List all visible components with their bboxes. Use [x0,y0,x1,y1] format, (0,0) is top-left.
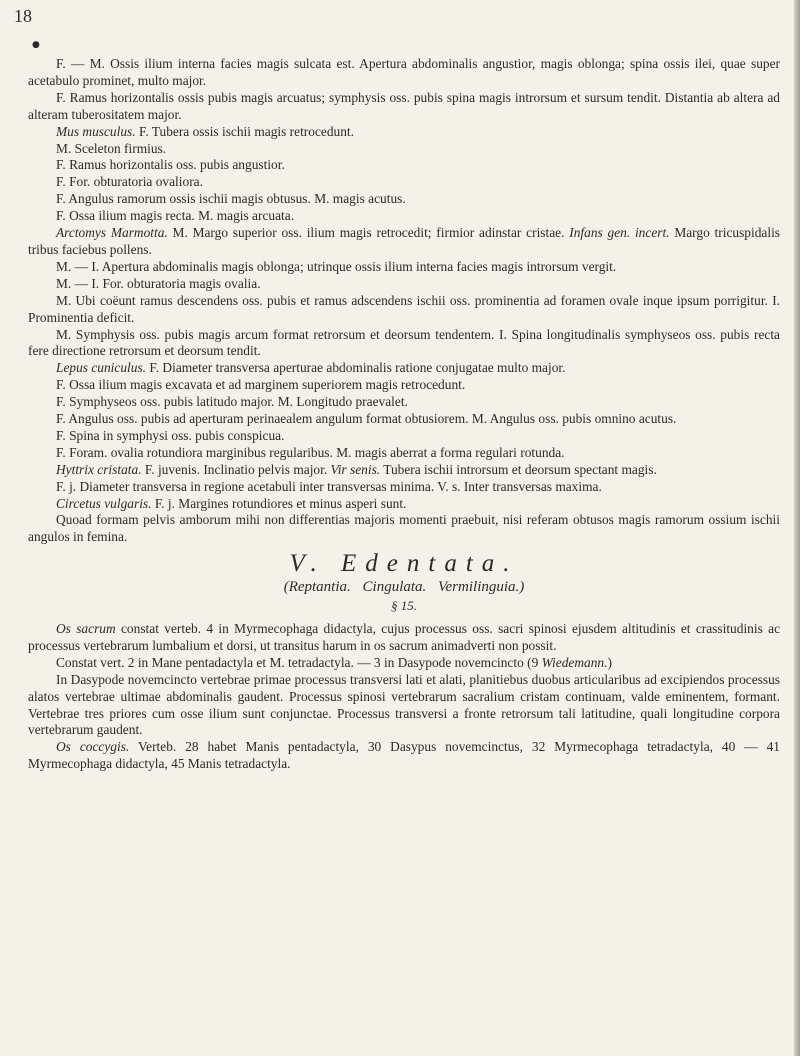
text-run: In Dasypode novemcincto vertebrae primae processus transversi lati et alati, planitiebus duobus articularibus ad excipiendos processus alatos vertebrae ultimae abdominalis gaudent. Processus spinosi vertebrarum sacralium cristam continuam, valde eminentem, formant. Vertebrae tres priores cum osse ilium sunt conjunctae. Processus transversi a fronte retrorsum tali latitudine, quali longitudine corpora vertebrarum gaudent. [28,671,780,738]
paragraph [28,445,780,462]
text-run: F. Symphyseos oss. pubis latitudo major. M. Longitudo praevalet. [56,394,408,410]
italic-text: Infans gen. incert. [569,225,670,241]
text-run: F. Tubera ossis ischii magis retrocedunt. [135,123,354,139]
section-number: § 15. [391,598,417,614]
italic-text: Mus musculus. [56,123,136,139]
text-run: F. Ossa ilium magis recta. M. magis arcuata. [56,208,295,224]
text-run: F. Ramus horizontalis oss. pubis angustior. [56,157,285,173]
paragraph [28,394,780,411]
paragraph [28,276,780,293]
paragraph-block-2 [28,621,780,773]
page-number: 18 [14,6,32,26]
paragraph [28,327,780,361]
paragraph-block-1 [28,56,780,546]
text-run: M. — I. Apertura abdominalis magis oblonga; utrinque ossis ilium interna facies magis introrsum vergit. [56,258,617,274]
italic-text: Vir senis. [330,461,381,477]
paragraph [28,462,780,479]
text-run: F. Spina in symphysi oss. pubis conspicua. [56,427,285,443]
text-run: Constat vert. 2 in Mane pentadactyla et M. tetradactyla. — 3 in Dasypode novemcincto (9 [56,654,542,670]
text-run: F. Angulus ramorum ossis ischii magis obtusus. M. magis acutus. [56,191,406,207]
paragraph [28,259,780,276]
paragraph [28,655,780,672]
text-run: F. j. Margines rotundiores et minus asperi sunt. [151,495,407,511]
text-run: ) [607,654,612,670]
text-run: F. — M. Ossis ilium interna facies magis sulcata est. Apertura abdominalis angustior, magis oblonga; spina ossis ilei, quae super acetabulo prominet, multo major. [28,56,780,88]
text-run: F. For. obturatoria ovaliora. [56,174,203,190]
paragraph [28,56,780,90]
text-run: Tubera ischii introrsum et deorsum spectant magis. [380,461,657,477]
text-run: Quoad formam pelvis amborum mihi non differentias majoris momenti praebuit, nisi referam obtusos magis ramorum ossium ischii angulos in femina. [28,512,780,545]
body-text [28,56,780,773]
page [14,0,790,1056]
italic-text: Os coccygis. [56,739,130,755]
paragraph [28,512,780,546]
page-edge [794,0,800,1056]
paragraph [28,174,780,191]
text-run: F. Ramus horizontalis ossis pubis magis arcuatus; symphysis oss. pubis spina magis introrsum et sursum tendit. Distantia ab altera ad alteram tuberositatem major. [28,89,780,122]
text-run: M. Margo superior oss. ilium magis retrocedit; firmior adinstar cristae. [167,225,570,241]
text-run: F. j. Diameter transversa in regione acetabuli inter transversas minima. V. s. Inter transversas maxima. [56,478,602,494]
paragraph [28,157,780,174]
text-run: F. Ossa ilium magis excavata et ad marginem superiorem magis retrocedunt. [56,377,466,393]
paragraph [28,141,780,158]
paragraph [28,621,780,655]
paragraph [28,90,780,124]
text-run: Verteb. 28 habet Manis pentadactyla, 30 Dasypus novemcinctus, 32 Myrmecophaga tetradactyla, 40 — 41 Myrmecophaga didactyla, 45 Manis tetradactyla. [28,739,780,772]
ornament-mark: ● [32,40,40,50]
italic-text: Arctomys Marmotta. [56,225,168,241]
paragraph [28,293,780,327]
paragraph [28,496,780,513]
paragraph [28,191,780,208]
text-run: M. Ubi coëunt ramus descendens oss. pubis et ramus adscendens ischii oss. prominentia ad foramen ovale inque ipsum porrigitur. I. Prominentia deficit. [28,292,780,325]
text-run: F. juvenis. Inclinatio pelvis major. [141,461,331,477]
section-title: V. Edentata. [289,550,519,578]
italic-text: Circetus vulgaris. [56,495,152,511]
text-run: M. — I. For. obturatoria magis ovalia. [56,275,261,291]
text-run: M. Sceleton firmius. [56,140,167,156]
paragraph [28,479,780,496]
paragraph [28,411,780,428]
paragraph [28,360,780,377]
text-run: M. Symphysis oss. pubis magis arcum format retrorsum et deorsum tendentem. I. Spina longitudinalis symphyseos oss. pubis recta fere directione retrorsum et deorsum tendit. [28,326,780,359]
text-run: F. Diameter transversa aperturae abdominalis ratione conjugatae multo major. [146,360,566,376]
paragraph [28,672,780,740]
italic-text: Wiedemann. [541,654,608,670]
italic-text: Hyttrix cristata. [56,461,142,477]
italic-text: Lepus cuniculus. [56,360,147,376]
section-subtitle: (Reptantia. Cingulata. Vermilinguia.) [283,579,525,596]
text-run: F. Angulus oss. pubis ad aperturam perinaealem angulum format obtusiorem. M. Angulus oss. pubis omnino acutus. [56,411,677,427]
paragraph [28,124,780,141]
text-run: Margo tricuspidalis tribus faciebus pollens. [28,225,781,257]
paragraph [28,428,780,445]
paragraph [28,225,780,259]
paragraph [28,208,780,225]
italic-text: Os sacrum [56,621,116,636]
text-run: F. Foram. ovalia rotundiora marginibus regularibus. M. magis aberrat a forma regulari rotunda. [56,444,565,460]
paragraph [28,739,780,773]
paragraph [28,377,780,394]
text-run: constat verteb. 4 in Myrmecophaga didactyla, cujus processus oss. sacri spinosi ejusdem altitudinis et crassitudinis ac processus vertebrarum lumbalium et dorsi, ut transitus harum in os sacrum animadverti non possit. [28,621,781,653]
